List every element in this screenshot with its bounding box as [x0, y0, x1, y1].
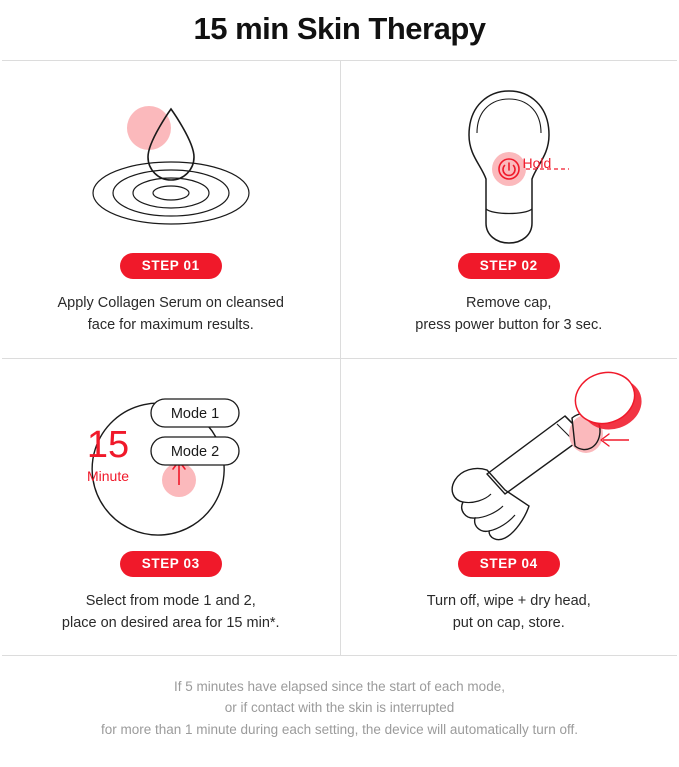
hold-annotation-label: Hold	[522, 154, 552, 171]
step-card-04	[340, 358, 678, 655]
mode-1-label: Mode 1	[170, 405, 219, 422]
device-power-button-icon	[341, 79, 678, 257]
caption-line-1: Remove cap,	[466, 295, 552, 312]
footnote-line-3: for more than 1 minute during each setting, the device will automatically turn off.	[100, 722, 578, 738]
footnote-line-1: If 5 minutes have elapsed since the start of each mode,	[174, 678, 505, 694]
step-badge: STEP 01	[120, 253, 222, 280]
step-caption	[399, 293, 618, 337]
mode-2-label: Mode 2	[170, 443, 219, 460]
caption-line-1: Apply Collagen Serum on cleansed	[57, 295, 284, 312]
steps-grid	[2, 60, 677, 656]
caption-line-1: Turn off, wipe + dry head,	[426, 593, 591, 610]
timer-value: 15	[86, 423, 129, 466]
step-card-02	[340, 61, 678, 358]
step-card-01	[2, 61, 340, 358]
step-badge: STEP 02	[458, 253, 560, 280]
caption-line-2: press power button for 3 sec.	[415, 317, 603, 334]
caption-line-2: put on cap, store.	[452, 615, 565, 632]
step-card-03	[2, 358, 340, 655]
footnote-line-2: or if contact with the skin is interrupted	[224, 700, 455, 716]
caption-line-1: Select from mode 1 and 2,	[85, 593, 256, 610]
step-badge: STEP 03	[120, 551, 222, 578]
step-caption	[42, 293, 301, 337]
step-badge: STEP 04	[458, 551, 560, 578]
timer-unit: Minute	[86, 467, 129, 484]
serum-drop-ripple-icon	[2, 79, 340, 257]
footnote	[0, 656, 679, 741]
step-caption	[411, 591, 607, 635]
page-title: 15 min Skin Therapy	[193, 11, 486, 46]
caption-line-2: place on desired area for 15 min*.	[61, 615, 280, 632]
step-caption	[46, 591, 296, 635]
caption-line-2: face for maximum results.	[87, 317, 254, 334]
timer-modes-icon	[2, 377, 340, 555]
hand-device-cap-icon	[341, 377, 678, 555]
